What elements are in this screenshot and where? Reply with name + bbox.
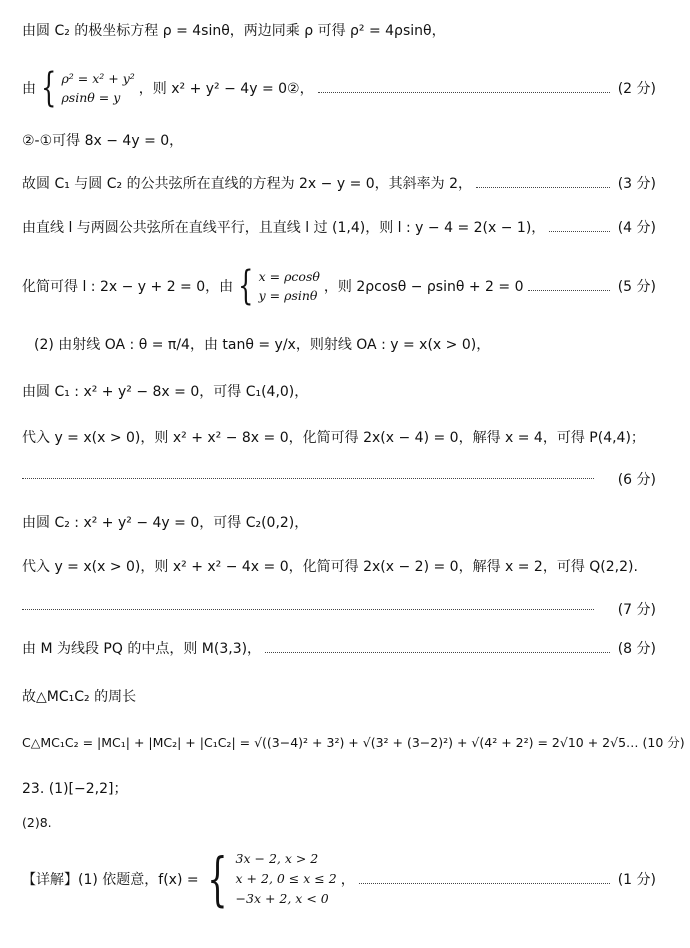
line-prefix: 【详解】(1) 依题意，f(x) =	[22, 872, 199, 888]
equation-system	[61, 69, 134, 107]
line-ray-oa	[34, 334, 656, 354]
line-text: 由圆 C₁ : x² + y² − 8x = 0，可得 C₁(4,0)，	[22, 384, 309, 400]
line-text: 故△MC₁C₂ 的周长	[22, 689, 137, 705]
system-row: y = ρsinθ	[258, 288, 318, 303]
line-text: 由圆 C₂ : x² + y² − 4y = 0，可得 C₂(0,2)，	[22, 515, 309, 531]
dot-leader	[22, 609, 594, 610]
equation-system	[259, 267, 320, 305]
line-text: 23. (1)[−2,2]；	[22, 781, 128, 797]
system-row: x + 2, 0 ≤ x ≤ 2	[235, 871, 337, 886]
line-convert-c2	[22, 66, 656, 110]
left-brace: {	[206, 845, 228, 913]
score-mark: (4 分)	[617, 220, 656, 236]
dot-leader	[265, 652, 610, 653]
score-mark: (2 分)	[617, 81, 656, 97]
line-q23-part2	[22, 815, 656, 830]
score-mark: (3 分)	[617, 176, 656, 192]
line-text: (2) 由射线 OA : θ = π/4，由 tanθ = y/x，则射线 OA : y = x(x > 0)，	[34, 337, 491, 353]
system-row: x = ρcosθ	[258, 269, 320, 284]
line-text: ②-①可得 8x − 4y = 0，	[22, 133, 184, 149]
line-piecewise	[22, 846, 656, 912]
line-text: 代入 y = x(x > 0)，则 x² + x² − 4x = 0，化简可得 2x(x − 2) = 0，解得 x = 2，可得 Q(2,2).	[22, 559, 638, 575]
score-mark: (7 分)	[617, 602, 656, 618]
line-midpoint-m	[22, 638, 656, 658]
line-c1-center	[22, 381, 656, 401]
line-prefix: 化简可得 l : 2x − y + 2 = 0，由	[22, 279, 234, 295]
line-q23-part1	[22, 778, 656, 798]
score-mark: (5 分)	[617, 279, 656, 295]
line-c2-center	[22, 512, 656, 532]
line-prefix: 由	[22, 81, 36, 97]
score-mark: (1 分)	[617, 872, 656, 888]
left-brace: {	[41, 65, 57, 111]
line-point-q	[22, 556, 656, 576]
dot-leader	[549, 231, 609, 232]
line-text: 由直线 l 与两圆公共弦所在直线平行，且直线 l 过 (1,4)，则 l : y − 4 = 2(x − 1)，	[22, 220, 546, 236]
dot-leader	[359, 883, 610, 884]
line-point-p	[22, 427, 656, 447]
line-suffix: ，则 2ρcosθ − ρsinθ + 2 = 0	[323, 279, 524, 295]
line-suffix: ，则 x² + y² − 4y = 0②，	[138, 81, 314, 97]
line-suffix: ，	[340, 872, 355, 888]
line-parallel	[22, 217, 656, 237]
line-polar-l	[22, 264, 656, 308]
score-mark: (8 分)	[617, 641, 656, 657]
line-text: (2)8.	[22, 815, 52, 830]
line-text: 由 M 为线段 PQ 的中点，则 M(3,3)，	[22, 641, 262, 657]
line-text: 故圆 C₁ 与圆 C₂ 的公共弦所在直线的方程为 2x − y = 0，其斜率为 2，	[22, 176, 473, 192]
line-common-chord	[22, 173, 656, 193]
dot-leader	[22, 478, 594, 479]
line-perimeter-title	[22, 686, 656, 706]
piecewise-system	[236, 849, 337, 909]
system-row: ρ² = x² + y²	[61, 71, 135, 86]
line-text: C△MC₁C₂ = |MC₁| + |MC₂| + |C₁C₂| = √((3−4)² + 3²) + √(3² + (3−2)²) + √(4² + 2²) = 2√10 + 2√5… (10 分)	[22, 735, 685, 750]
dot-leader	[528, 290, 610, 291]
system-row: ρsinθ = y	[61, 90, 121, 105]
system-row: 3x − 2, x > 2	[235, 851, 319, 866]
line-text: 代入 y = x(x > 0)，则 x² + x² − 8x = 0，化简可得 2x(x − 4) = 0，解得 x = 4，可得 P(4,4)；	[22, 430, 645, 446]
line-c2-polar	[22, 20, 656, 40]
line-subtract	[22, 130, 656, 150]
dot-leader	[476, 187, 610, 188]
line-perimeter-calc	[22, 733, 685, 751]
dot-leader	[318, 92, 610, 93]
line-text: 由圆 C₂ 的极坐标方程 ρ = 4sinθ，两边同乘 ρ 可得 ρ² = 4ρsinθ，	[22, 23, 446, 39]
left-brace: {	[238, 263, 254, 309]
score-mark: (6 分)	[617, 472, 656, 488]
system-row: −3x + 2, x < 0	[235, 891, 329, 906]
